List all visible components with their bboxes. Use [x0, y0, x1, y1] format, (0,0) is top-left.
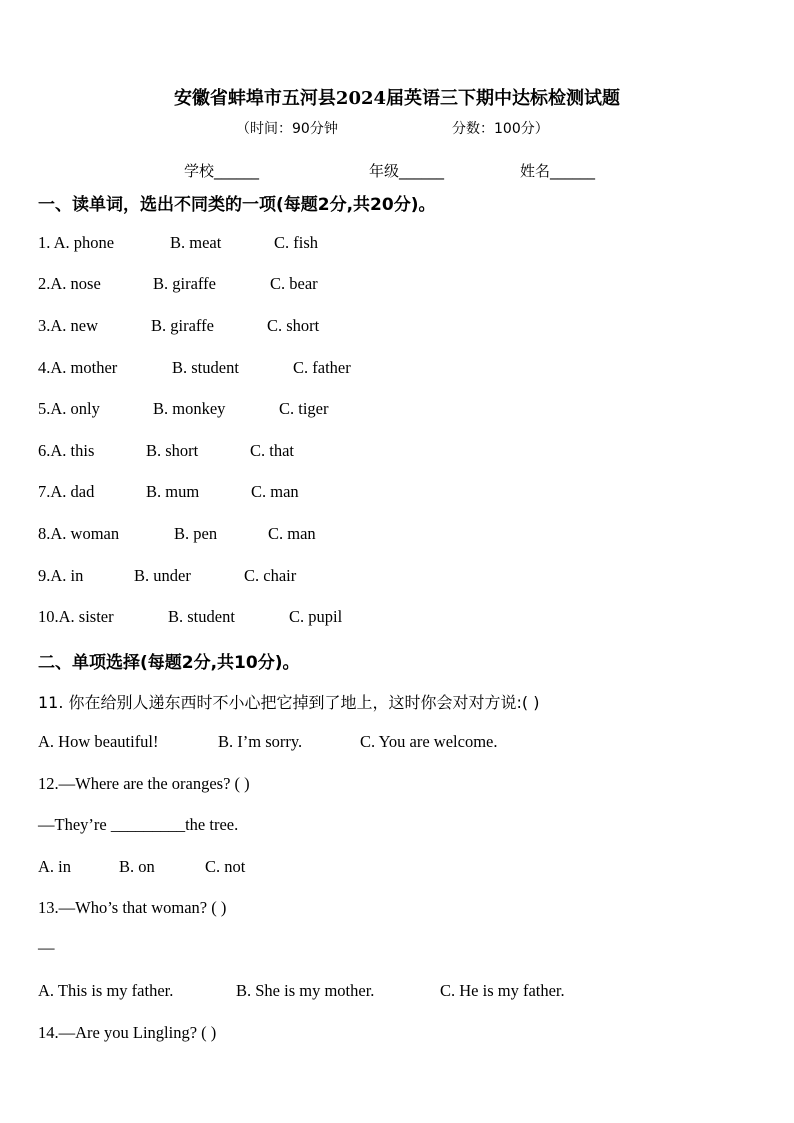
q9-option-a: 9.A. in — [38, 566, 84, 585]
q13-option-b: B. She is my mother. — [236, 981, 375, 1000]
q5-option-c: C. tiger — [279, 399, 329, 418]
section2-heading: 二、单项选择(每题2分,共10分)。 — [38, 653, 300, 673]
q10-option-a: 10.A. sister — [38, 607, 114, 626]
q12-option-c: C. not — [205, 857, 246, 876]
q10-option-b: B. student — [168, 607, 235, 626]
q8-option-a: 8.A. woman — [38, 524, 120, 543]
question-12-line2: —They’re _________the tree. — [38, 815, 239, 834]
grade-field: 年级______ — [369, 162, 445, 180]
q2-option-a: 2.A. nose — [38, 274, 101, 293]
q4-option-b: B. student — [172, 358, 239, 377]
question-13: 13.—Who’s that woman? ( ) — [38, 898, 227, 917]
q12-option-a: A. in — [38, 857, 71, 876]
section1-heading: 一、读单词，选出不同类的一项(每题2分,共20分)。 — [38, 195, 436, 215]
q9-option-c: C. chair — [244, 566, 297, 585]
q13-option-c: C. He is my father. — [440, 981, 565, 1000]
q5-option-b: B. monkey — [153, 399, 226, 418]
q11-option-b: B. I’m sorry. — [218, 732, 303, 751]
school-field: 学校______ — [184, 162, 260, 180]
q1-option-a: 1. A. phone — [38, 233, 115, 252]
q1-option-b: B. meat — [170, 233, 222, 252]
q6-option-a: 6.A. this — [38, 441, 95, 460]
q7-option-b: B. mum — [146, 482, 200, 501]
q8-option-c: C. man — [268, 524, 316, 543]
q3-option-a: 3.A. new — [38, 316, 99, 335]
exam-title: 安徽省蚌埠市五河县2024届英语三下期中达标检测试题 — [173, 88, 621, 109]
q11-option-c: C. You are welcome. — [360, 732, 498, 751]
q2-option-b: B. giraffe — [153, 274, 216, 293]
question-row-5 — [38, 399, 100, 419]
question-row-7 — [38, 482, 94, 502]
question-row-10 — [38, 607, 114, 627]
q2-option-c: C. bear — [270, 274, 318, 293]
q8-option-b: B. pen — [174, 524, 218, 543]
question-row-4 — [38, 358, 117, 378]
question-row-3 — [38, 316, 98, 336]
question-row-2 — [38, 274, 101, 294]
q13-option-a: A. This is my father. — [38, 981, 174, 1000]
q6-option-c: C. that — [250, 441, 294, 460]
question-row-9 — [38, 566, 83, 586]
question-row-6 — [38, 441, 94, 461]
q7-option-a: 7.A. dad — [38, 482, 95, 501]
exam-score: 分数：100分） — [452, 121, 549, 137]
question-13-line2: — — [38, 938, 55, 957]
q4-option-c: C. father — [293, 358, 351, 377]
q10-option-c: C. pupil — [289, 607, 343, 626]
question-12: 12.—Where are the oranges? ( ) — [38, 774, 250, 793]
q12-option-b: B. on — [119, 857, 155, 876]
q3-option-b: B. giraffe — [151, 316, 214, 335]
q3-option-c: C. short — [267, 316, 320, 335]
q11-option-a: A. How beautiful! — [38, 732, 159, 751]
q1-option-c: C. fish — [274, 233, 319, 252]
question-row-1 — [38, 233, 114, 253]
q5-option-a: 5.A. only — [38, 399, 100, 418]
question-14: 14.—Are you Lingling? ( ) — [38, 1023, 217, 1042]
question-11: 11. 你在给别人递东西时不小心把它掉到了地上，这时你会对对方说:( ) — [38, 693, 540, 712]
question-row-8 — [38, 524, 119, 544]
q9-option-b: B. under — [134, 566, 191, 585]
exam-time: （时间：90分钟 — [236, 121, 338, 137]
name-field: 姓名______ — [520, 162, 596, 180]
q6-option-b: B. short — [146, 441, 199, 460]
q4-option-a: 4.A. mother — [38, 358, 118, 377]
q7-option-c: C. man — [251, 482, 299, 501]
